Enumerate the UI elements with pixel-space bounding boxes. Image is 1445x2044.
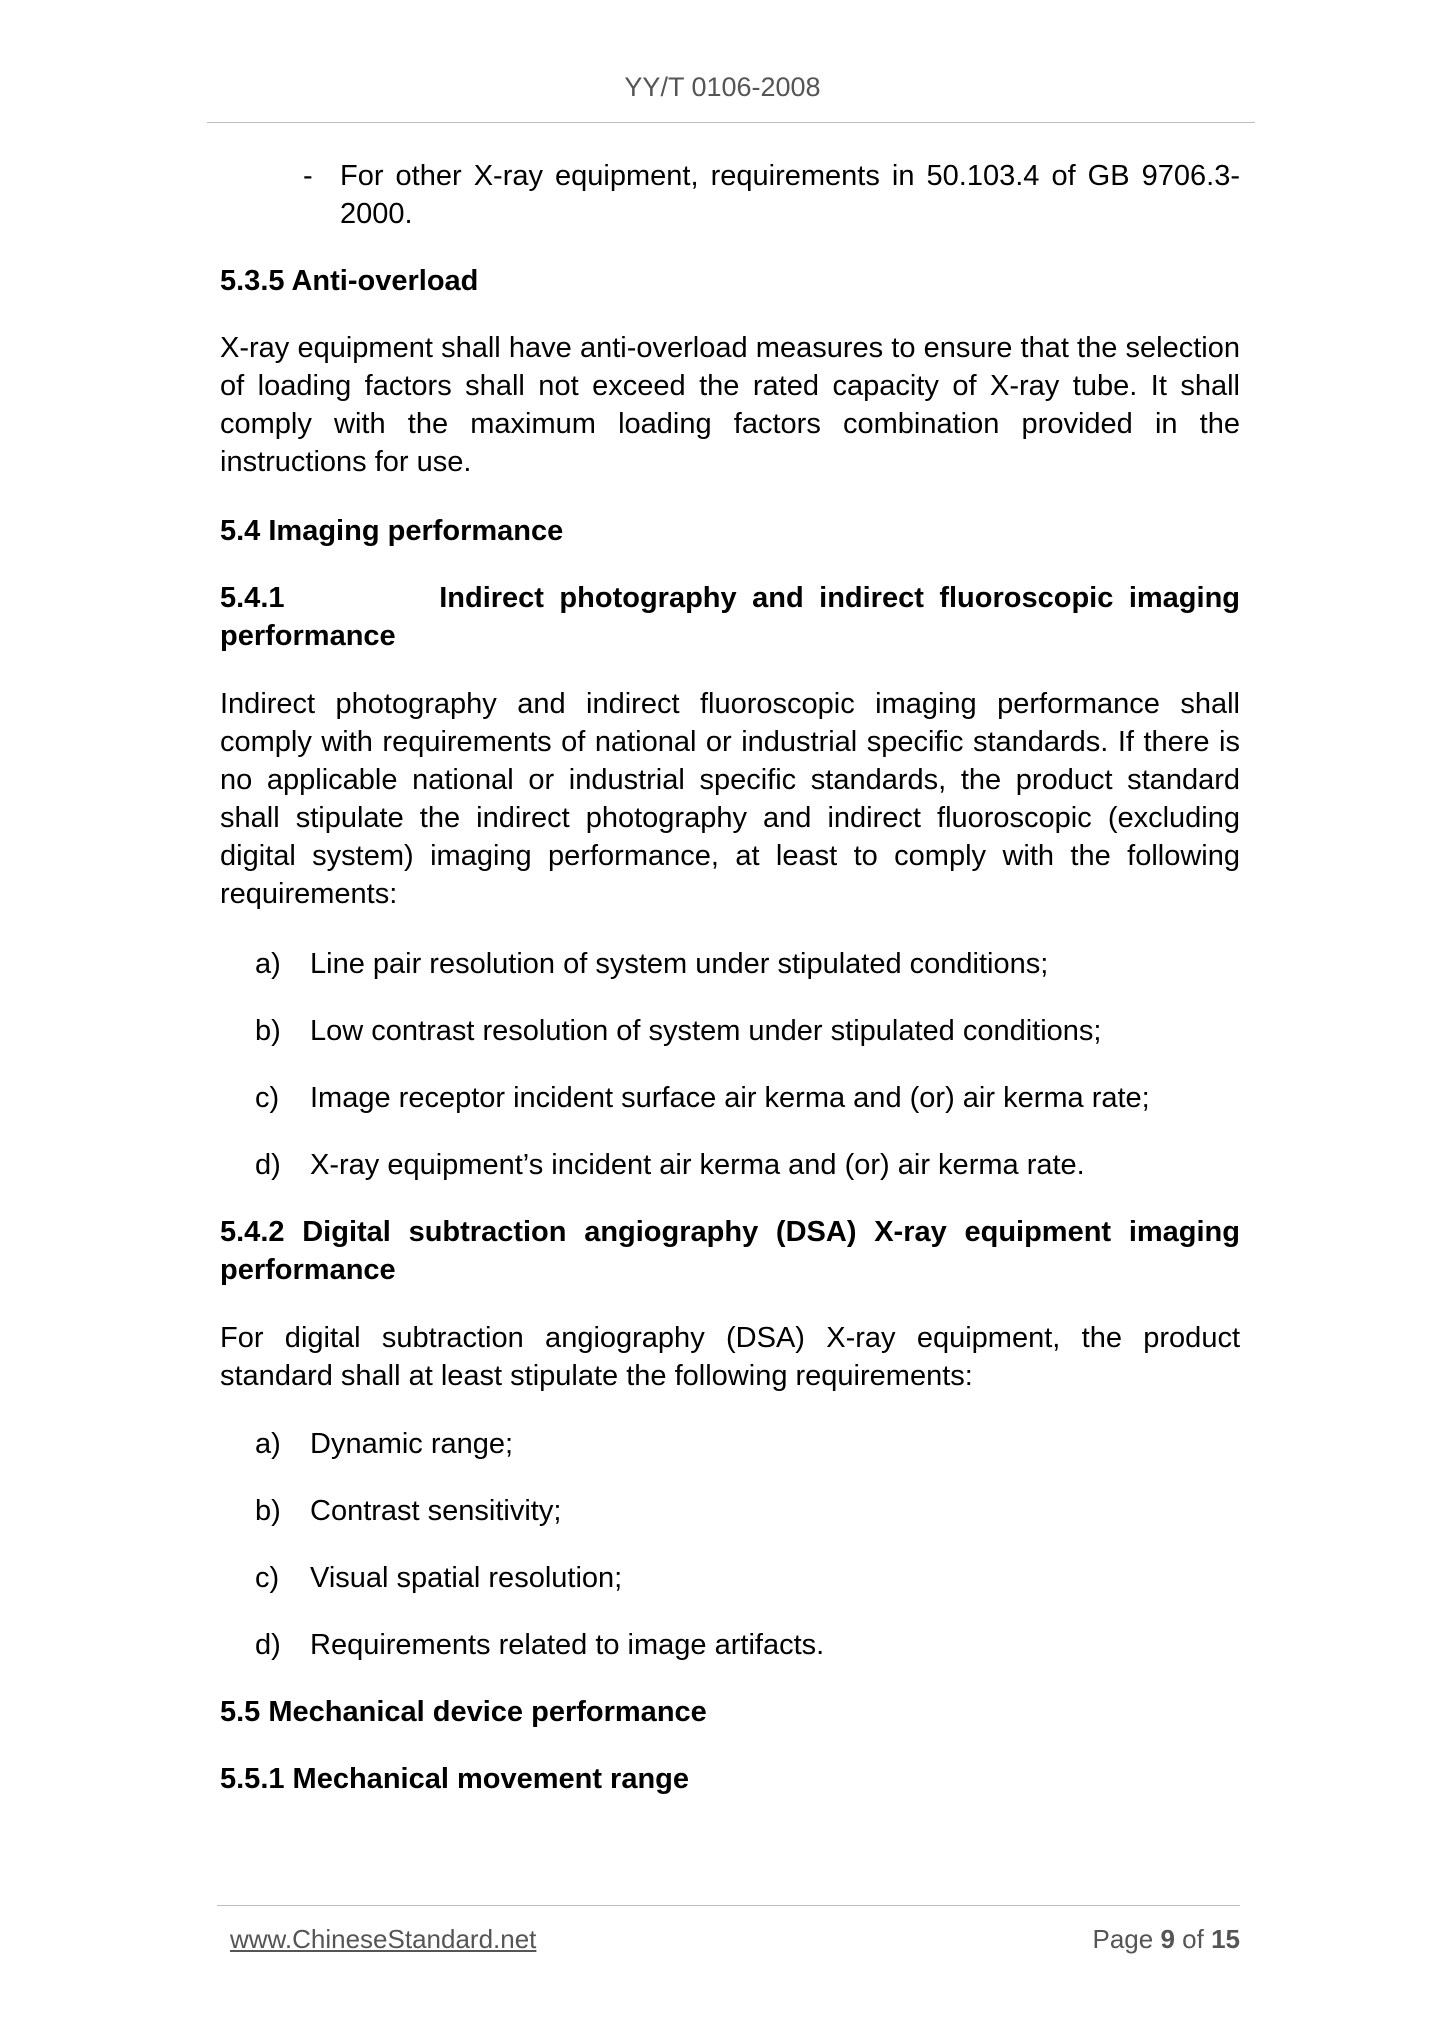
document-id: YY/T 0106-2008 [624, 72, 821, 102]
paragraph-5-4-2: For digital subtraction angiography (DSA) X-ray equipment, the product standard shall at least stipulate the following requirements: [220, 1322, 1240, 1392]
list-text: Contrast sensitivity; [310, 1495, 562, 1527]
list-text: Line pair resolution of system under stipulated conditions; [310, 948, 1049, 980]
website-link[interactable]: www.ChineseStandard.net [230, 1924, 537, 1954]
heading-5-4: 5.4 Imaging performance [220, 515, 564, 547]
list-text: Image receptor incident surface air kerma and (or) air kerma rate; [310, 1082, 1150, 1114]
list-text: Low contrast resolution of system under stipulated conditions; [310, 1015, 1102, 1047]
list-item-text: For other X-ray equipment, requirements in 50.103.4 of GB 9706.3-2000. [340, 160, 1240, 230]
page-prefix: Page [1092, 1924, 1154, 1954]
page-indicator [1092, 1924, 1240, 1955]
list-item [255, 1079, 1240, 1117]
paragraph-5-3-5: X-ray equipment shall have anti-overload measures to ensure that the selection of loading factors shall not exceed the rated capacity of X-ray tube. It shall comply with the maximum loading factors combination provided in the instructions for use. [220, 332, 1240, 478]
list-item [255, 1626, 1240, 1664]
list-label: d) [255, 1149, 281, 1181]
list-item [255, 945, 1240, 983]
list-label: a) [255, 1428, 281, 1460]
list-text: X-ray equipment’s incident air kerma and (or) air kerma rate. [310, 1149, 1085, 1181]
header-divider [207, 122, 1255, 123]
list-text: Visual spatial resolution; [310, 1562, 623, 1594]
paragraph-5-4-1: Indirect photography and indirect fluoroscopic imaging performance shall comply with requirements of national or industrial specific standards. If there is no applicable national or industrial specific standards, the product standard shall stipulate the indirect photography and indirect fluoroscopic (excluding digital system) imaging performance, at least to comply with the following requirements: [220, 688, 1240, 910]
list-label: b) [255, 1015, 281, 1047]
heading-5-5-1: 5.5.1 Mechanical movement range [220, 1763, 690, 1795]
list-text: Dynamic range; [310, 1428, 514, 1460]
dash-bullet: - [303, 160, 313, 192]
list-text: Requirements related to image artifacts. [310, 1629, 825, 1661]
list-item [255, 1492, 1240, 1530]
heading-5-3-5: 5.3.5 Anti-overload [220, 265, 479, 297]
list-label: a) [255, 948, 281, 980]
list-item [255, 1012, 1240, 1050]
heading-text: Indirect photography and indirect fluoroscopic imaging performance [220, 582, 1241, 652]
page-total: 15 [1211, 1924, 1240, 1954]
intro-list-item [304, 157, 1240, 233]
list-item [255, 1146, 1240, 1184]
heading-5-5: 5.5 Mechanical device performance [220, 1696, 707, 1728]
list-item [255, 1559, 1240, 1597]
list-label: d) [255, 1629, 281, 1661]
heading-5-4-1 [220, 579, 1240, 655]
page-current: 9 [1160, 1924, 1175, 1954]
page-of: of [1182, 1924, 1204, 1954]
footer-divider [217, 1905, 1240, 1906]
heading-number: 5.4.1 [220, 582, 285, 614]
list-label: b) [255, 1495, 281, 1527]
list-label: c) [255, 1082, 280, 1114]
list-label: c) [255, 1562, 280, 1594]
heading-5-4-2: 5.4.2 Digital subtraction angiography (DSA) X-ray equipment imaging performance [220, 1216, 1240, 1286]
list-item [255, 1425, 1240, 1463]
